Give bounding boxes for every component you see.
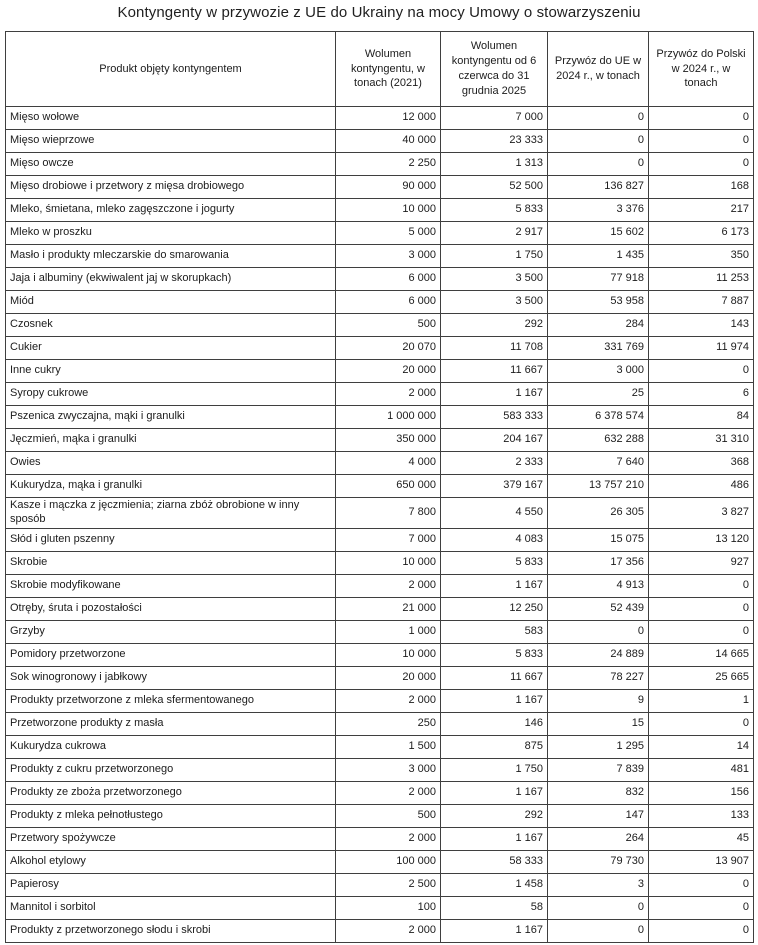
product-cell: Mięso drobiowe i przetwory z mięsa drobiowego	[6, 176, 336, 199]
value-cell: 5 833	[441, 643, 548, 666]
value-cell: 6 378 574	[548, 406, 649, 429]
value-cell: 0	[649, 574, 754, 597]
value-cell: 7 800	[336, 498, 441, 529]
product-cell: Produkty z cukru przetworzonego	[6, 758, 336, 781]
value-cell: 84	[649, 406, 754, 429]
value-cell: 331 769	[548, 337, 649, 360]
value-cell: 6 173	[649, 222, 754, 245]
product-cell: Pszenica zwyczajna, mąki i granulki	[6, 406, 336, 429]
table-row	[6, 827, 754, 850]
value-cell: 217	[649, 199, 754, 222]
value-cell: 11 667	[441, 360, 548, 383]
value-cell: 21 000	[336, 597, 441, 620]
value-cell: 7 839	[548, 758, 649, 781]
table-row	[6, 597, 754, 620]
value-cell: 2 000	[336, 574, 441, 597]
value-cell: 15	[548, 712, 649, 735]
value-cell: 20 000	[336, 360, 441, 383]
table-row	[6, 130, 754, 153]
value-cell: 0	[548, 107, 649, 130]
value-cell: 3 827	[649, 498, 754, 529]
value-cell: 204 167	[441, 429, 548, 452]
table-row	[6, 360, 754, 383]
value-cell: 133	[649, 804, 754, 827]
value-cell: 7 000	[336, 528, 441, 551]
table-row	[6, 666, 754, 689]
value-cell: 90 000	[336, 176, 441, 199]
table-header	[6, 32, 754, 107]
table-row	[6, 498, 754, 529]
value-cell: 1 167	[441, 383, 548, 406]
product-cell: Produkty przetworzone z mleka sfermentowanego	[6, 689, 336, 712]
product-cell: Owies	[6, 452, 336, 475]
product-cell: Mięso wołowe	[6, 107, 336, 130]
table-row	[6, 383, 754, 406]
value-cell: 500	[336, 314, 441, 337]
value-cell: 15 075	[548, 528, 649, 551]
table-row	[6, 199, 754, 222]
value-cell: 3 000	[336, 758, 441, 781]
product-cell: Alkohol etylowy	[6, 850, 336, 873]
table-row	[6, 574, 754, 597]
value-cell: 292	[441, 314, 548, 337]
table-row	[6, 291, 754, 314]
value-cell: 10 000	[336, 551, 441, 574]
column-header-volume-2021: Wolumen kontyngentu, w tonach (2021)	[336, 32, 441, 107]
page-title: Kontyngenty w przywozie z UE do Ukrainy na mocy Umowy o stowarzyszeniu	[117, 4, 641, 21]
product-cell: Cukier	[6, 337, 336, 360]
value-cell: 4 083	[441, 528, 548, 551]
table-row	[6, 850, 754, 873]
table-row	[6, 528, 754, 551]
table-row	[6, 551, 754, 574]
value-cell: 0	[649, 107, 754, 130]
value-cell: 1 435	[548, 245, 649, 268]
table-row	[6, 712, 754, 735]
value-cell: 4 000	[336, 452, 441, 475]
product-cell: Czosnek	[6, 314, 336, 337]
value-cell: 45	[649, 827, 754, 850]
table-body	[6, 107, 754, 943]
column-header-volume-2025: Wolumen kontyngentu od 6 czerwca do 31 grudnia 2025	[441, 32, 548, 107]
value-cell: 13 120	[649, 528, 754, 551]
table-row	[6, 735, 754, 758]
table-row	[6, 804, 754, 827]
value-cell: 1 167	[441, 574, 548, 597]
value-cell: 0	[649, 153, 754, 176]
value-cell: 10 000	[336, 199, 441, 222]
value-cell: 486	[649, 475, 754, 498]
product-cell: Syropy cukrowe	[6, 383, 336, 406]
value-cell: 0	[649, 360, 754, 383]
value-cell: 52 439	[548, 597, 649, 620]
value-cell: 12 250	[441, 597, 548, 620]
value-cell: 583 333	[441, 406, 548, 429]
value-cell: 6 000	[336, 291, 441, 314]
value-cell: 927	[649, 551, 754, 574]
value-cell: 0	[548, 153, 649, 176]
table-row	[6, 620, 754, 643]
product-cell: Mleko w proszku	[6, 222, 336, 245]
product-cell: Produkty ze zboża przetworzonego	[6, 781, 336, 804]
value-cell: 1 500	[336, 735, 441, 758]
value-cell: 1 295	[548, 735, 649, 758]
value-cell: 77 918	[548, 268, 649, 291]
column-header-product: Produkt objęty kontyngentem	[6, 32, 336, 107]
table-row	[6, 475, 754, 498]
value-cell: 1 313	[441, 153, 548, 176]
value-cell: 4 913	[548, 574, 649, 597]
value-cell: 264	[548, 827, 649, 850]
value-cell: 25 665	[649, 666, 754, 689]
product-cell: Produkty z mleka pełnotłustego	[6, 804, 336, 827]
value-cell: 13 907	[649, 850, 754, 873]
value-cell: 1 000 000	[336, 406, 441, 429]
value-cell: 13 757 210	[548, 475, 649, 498]
value-cell: 4 550	[441, 498, 548, 529]
table-row	[6, 222, 754, 245]
value-cell: 14 665	[649, 643, 754, 666]
value-cell: 0	[649, 130, 754, 153]
quota-table	[5, 31, 754, 943]
value-cell: 6 000	[336, 268, 441, 291]
value-cell: 168	[649, 176, 754, 199]
product-cell: Produkty z przetworzonego słodu i skrobi	[6, 919, 336, 942]
value-cell: 292	[441, 804, 548, 827]
value-cell: 26 305	[548, 498, 649, 529]
value-cell: 136 827	[548, 176, 649, 199]
value-cell: 58 333	[441, 850, 548, 873]
value-cell: 832	[548, 781, 649, 804]
product-cell: Skrobie modyfikowane	[6, 574, 336, 597]
value-cell: 3 500	[441, 268, 548, 291]
value-cell: 20 070	[336, 337, 441, 360]
value-cell: 100	[336, 896, 441, 919]
column-header-eu-imports-2024: Przywóz do UE w 2024 r., w tonach	[548, 32, 649, 107]
value-cell: 1 000	[336, 620, 441, 643]
table-row	[6, 107, 754, 130]
value-cell: 15 602	[548, 222, 649, 245]
value-cell: 2 500	[336, 873, 441, 896]
value-cell: 650 000	[336, 475, 441, 498]
table-row	[6, 452, 754, 475]
product-cell: Skrobie	[6, 551, 336, 574]
value-cell: 58	[441, 896, 548, 919]
value-cell: 52 500	[441, 176, 548, 199]
product-cell: Kasze i mączka z jęczmienia; ziarna zbóż obrobione w inny sposób	[6, 498, 336, 529]
value-cell: 2 000	[336, 781, 441, 804]
value-cell: 0	[649, 597, 754, 620]
value-cell: 11 253	[649, 268, 754, 291]
table-row	[6, 337, 754, 360]
value-cell: 3 500	[441, 291, 548, 314]
value-cell: 79 730	[548, 850, 649, 873]
value-cell: 9	[548, 689, 649, 712]
value-cell: 0	[649, 620, 754, 643]
table-row	[6, 429, 754, 452]
value-cell: 284	[548, 314, 649, 337]
value-cell: 0	[548, 896, 649, 919]
product-cell: Miód	[6, 291, 336, 314]
product-cell: Jaja i albuminy (ekwiwalent jaj w skorupkach)	[6, 268, 336, 291]
value-cell: 350	[649, 245, 754, 268]
value-cell: 147	[548, 804, 649, 827]
product-cell: Mleko, śmietana, mleko zagęszczone i jogurty	[6, 199, 336, 222]
value-cell: 5 833	[441, 199, 548, 222]
value-cell: 368	[649, 452, 754, 475]
value-cell: 1 750	[441, 245, 548, 268]
value-cell: 3	[548, 873, 649, 896]
value-cell: 2 333	[441, 452, 548, 475]
value-cell: 156	[649, 781, 754, 804]
value-cell: 10 000	[336, 643, 441, 666]
value-cell: 17 356	[548, 551, 649, 574]
value-cell: 1	[649, 689, 754, 712]
table-row	[6, 758, 754, 781]
value-cell: 583	[441, 620, 548, 643]
value-cell: 1 750	[441, 758, 548, 781]
product-cell: Grzyby	[6, 620, 336, 643]
product-cell: Mannitol i sorbitol	[6, 896, 336, 919]
value-cell: 250	[336, 712, 441, 735]
value-cell: 0	[548, 620, 649, 643]
value-cell: 3 376	[548, 199, 649, 222]
table-row	[6, 781, 754, 804]
value-cell: 0	[649, 712, 754, 735]
value-cell: 7 640	[548, 452, 649, 475]
product-cell: Mięso owcze	[6, 153, 336, 176]
table-row	[6, 153, 754, 176]
value-cell: 0	[649, 919, 754, 942]
value-cell: 1 167	[441, 781, 548, 804]
value-cell: 1 167	[441, 827, 548, 850]
value-cell: 2 250	[336, 153, 441, 176]
value-cell: 24 889	[548, 643, 649, 666]
table-row	[6, 245, 754, 268]
product-cell: Słód i gluten pszenny	[6, 528, 336, 551]
product-cell: Masło i produkty mleczarskie do smarowania	[6, 245, 336, 268]
value-cell: 78 227	[548, 666, 649, 689]
value-cell: 0	[649, 896, 754, 919]
value-cell: 6	[649, 383, 754, 406]
value-cell: 3 000	[336, 245, 441, 268]
product-cell: Jęczmień, mąka i granulki	[6, 429, 336, 452]
product-cell: Kukurydza, mąka i granulki	[6, 475, 336, 498]
table-row	[6, 314, 754, 337]
value-cell: 5 000	[336, 222, 441, 245]
value-cell: 20 000	[336, 666, 441, 689]
value-cell: 0	[548, 919, 649, 942]
table-row	[6, 873, 754, 896]
value-cell: 11 667	[441, 666, 548, 689]
product-cell: Papierosy	[6, 873, 336, 896]
value-cell: 5 833	[441, 551, 548, 574]
value-cell: 379 167	[441, 475, 548, 498]
value-cell: 481	[649, 758, 754, 781]
table-row	[6, 919, 754, 942]
value-cell: 2 000	[336, 689, 441, 712]
table-row	[6, 406, 754, 429]
value-cell: 1 458	[441, 873, 548, 896]
product-cell: Sok winogronowy i jabłkowy	[6, 666, 336, 689]
product-cell: Przetworzone produkty z masła	[6, 712, 336, 735]
product-cell: Pomidory przetworzone	[6, 643, 336, 666]
value-cell: 143	[649, 314, 754, 337]
value-cell: 11 974	[649, 337, 754, 360]
table-row	[6, 896, 754, 919]
value-cell: 25	[548, 383, 649, 406]
value-cell: 40 000	[336, 130, 441, 153]
value-cell: 0	[649, 873, 754, 896]
value-cell: 350 000	[336, 429, 441, 452]
table-row	[6, 689, 754, 712]
value-cell: 7 000	[441, 107, 548, 130]
value-cell: 2 000	[336, 919, 441, 942]
product-cell: Inne cukry	[6, 360, 336, 383]
value-cell: 53 958	[548, 291, 649, 314]
table-row	[6, 643, 754, 666]
product-cell: Otręby, śruta i pozostałości	[6, 597, 336, 620]
product-cell: Przetwory spożywcze	[6, 827, 336, 850]
value-cell: 1 167	[441, 919, 548, 942]
value-cell: 875	[441, 735, 548, 758]
table-row	[6, 176, 754, 199]
value-cell: 3 000	[548, 360, 649, 383]
value-cell: 12 000	[336, 107, 441, 130]
value-cell: 0	[548, 130, 649, 153]
value-cell: 500	[336, 804, 441, 827]
value-cell: 2 917	[441, 222, 548, 245]
value-cell: 14	[649, 735, 754, 758]
column-header-poland-imports-2024: Przywóz do Polski w 2024 r., w tonach	[649, 32, 754, 107]
table-row	[6, 268, 754, 291]
value-cell: 1 167	[441, 689, 548, 712]
value-cell: 2 000	[336, 383, 441, 406]
value-cell: 100 000	[336, 850, 441, 873]
value-cell: 632 288	[548, 429, 649, 452]
product-cell: Kukurydza cukrowa	[6, 735, 336, 758]
value-cell: 7 887	[649, 291, 754, 314]
value-cell: 11 708	[441, 337, 548, 360]
header-row	[6, 32, 754, 107]
value-cell: 23 333	[441, 130, 548, 153]
value-cell: 146	[441, 712, 548, 735]
product-cell: Mięso wieprzowe	[6, 130, 336, 153]
value-cell: 31 310	[649, 429, 754, 452]
value-cell: 2 000	[336, 827, 441, 850]
